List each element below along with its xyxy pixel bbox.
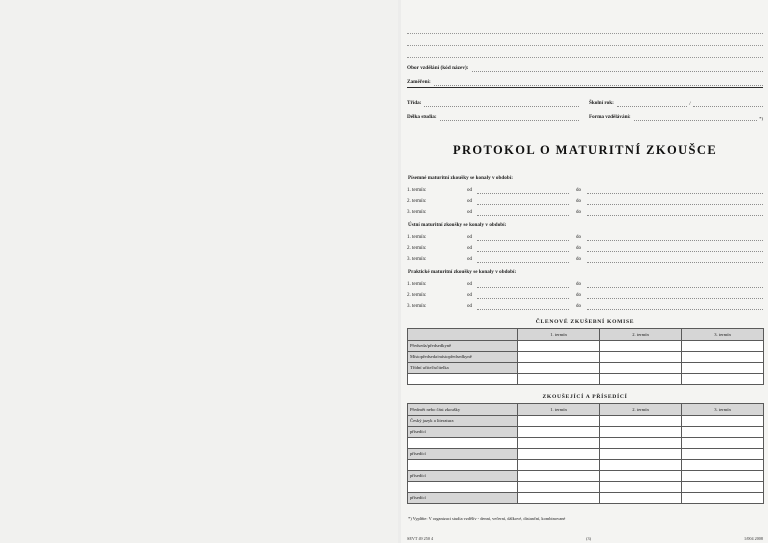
footnote-text: *) Vyplňte: V organizaci studia vzdělív - denní, večerní, dálkové, distanční, kombinované [408, 516, 566, 521]
field-label: Třída: [407, 100, 422, 106]
table-row [408, 460, 764, 471]
row-label: Třídní učitel/učitelka [408, 363, 518, 374]
term-row[interactable] [407, 231, 763, 241]
field-label: Obor vzdělání (kód název): [407, 65, 469, 71]
cell-term2[interactable] [600, 341, 682, 352]
cell-term2[interactable] [600, 374, 682, 385]
section-prakticke [407, 269, 763, 310]
section-heading: Písemné maturitní zkoušky se konaly v období: [408, 175, 513, 181]
term-label: 3. termín: [407, 304, 427, 309]
term-row[interactable] [407, 206, 763, 216]
dotted-fill [693, 99, 763, 107]
section-heading: Praktické maturitní zkoušky se konaly v období: [408, 269, 517, 275]
row-label: přísedící [408, 493, 518, 504]
dotted-fill [587, 292, 763, 299]
term-row[interactable] [407, 278, 763, 288]
table-header-row [408, 404, 764, 416]
cell-term2[interactable] [600, 427, 682, 438]
from-label: od [467, 282, 472, 287]
to-label: do [576, 304, 581, 309]
footer-page-number: (3) [586, 536, 592, 541]
cell-term2[interactable] [600, 438, 682, 449]
footer-edition: 1/004 2008 [744, 536, 763, 541]
to-label: do [576, 282, 581, 287]
dotted-fill [587, 209, 763, 216]
field-label: Forma vzdělávání: [589, 114, 631, 120]
cell-term1[interactable] [518, 460, 600, 471]
field-label: Školní rok: [589, 100, 614, 106]
section-ustni [407, 222, 763, 263]
from-label: od [467, 257, 472, 262]
row-label[interactable] [408, 438, 518, 449]
field-zamereni[interactable] [407, 72, 763, 86]
cell-term2[interactable] [600, 493, 682, 504]
cell-term2[interactable] [600, 471, 682, 482]
row-label: Předseda/předsedkyně [408, 341, 518, 352]
cell-term2[interactable] [600, 460, 682, 471]
cell-term3[interactable] [682, 374, 764, 385]
cell-term3[interactable] [682, 449, 764, 460]
term-label: 3. termín: [407, 210, 427, 215]
term-label: 1. termín: [407, 282, 427, 287]
dotted-fill [477, 187, 569, 194]
table-row [408, 482, 764, 493]
col-header-subject [408, 329, 518, 341]
cell-term3[interactable] [682, 482, 764, 493]
header-blank-line[interactable] [407, 22, 763, 34]
cell-term2[interactable] [600, 449, 682, 460]
term-row[interactable] [407, 242, 763, 252]
term-row[interactable] [407, 300, 763, 310]
dotted-fill [587, 256, 763, 263]
page-title: PROTOKOL O MATURITNÍ ZKOUŠCE [452, 143, 718, 157]
cell-term3[interactable] [682, 471, 764, 482]
row-label[interactable] [408, 374, 518, 385]
header-divider [407, 87, 763, 88]
field-trida[interactable] [407, 99, 579, 107]
cell-term3[interactable] [682, 493, 764, 504]
col-header-term1: 1. termín [518, 329, 600, 341]
dotted-fill [424, 99, 579, 107]
row-label[interactable] [408, 482, 518, 493]
table-row [408, 438, 764, 449]
cell-term3[interactable] [682, 352, 764, 363]
from-label: od [467, 188, 472, 193]
from-label: od [467, 304, 472, 309]
dotted-fill [617, 99, 687, 107]
field-delka-studia[interactable] [407, 113, 579, 121]
dotted-fill [587, 234, 763, 241]
row-label[interactable] [408, 460, 518, 471]
dotted-fill [407, 38, 763, 46]
to-label: do [576, 210, 581, 215]
col-header-term2: 2. termín [600, 404, 682, 416]
section-pisemne [407, 175, 763, 216]
dotted-fill [587, 198, 763, 205]
dotted-fill [587, 281, 763, 288]
form-sheet [401, 0, 768, 543]
term-label: 2. termín: [407, 293, 427, 298]
row-label: Český jazyk a literatura [408, 416, 518, 427]
cell-term2[interactable] [600, 482, 682, 493]
table-row [408, 352, 764, 363]
section-heading: Ústní maturitní zkoušky se konaly v období: [408, 222, 507, 228]
dotted-fill [634, 113, 758, 121]
col-header-term3: 3. termín [682, 404, 764, 416]
field-obor-vzdelani[interactable] [407, 58, 763, 72]
row-label: přísedící [408, 427, 518, 438]
commission-table [407, 328, 764, 385]
from-label: od [467, 199, 472, 204]
dotted-fill [587, 187, 763, 194]
table-row [408, 427, 764, 438]
term-label: 1. termín: [407, 235, 427, 240]
term-label: 2. termín: [407, 246, 427, 251]
table-row [408, 471, 764, 482]
row-trida-skolni-rok [407, 93, 763, 107]
dotted-fill [407, 50, 763, 58]
cell-term3[interactable] [682, 363, 764, 374]
dotted-fill [434, 78, 763, 86]
col-header-term3: 3. termín [682, 329, 764, 341]
dotted-fill [587, 245, 763, 252]
form-content [407, 22, 763, 541]
field-label: Délka studia: [407, 114, 437, 120]
field-label: Zaměření: [407, 79, 431, 85]
cell-term2[interactable] [600, 352, 682, 363]
field-skolni-rok[interactable] [579, 99, 763, 107]
footnote-marker: *) [759, 116, 763, 121]
table-row [408, 374, 764, 385]
to-label: do [576, 293, 581, 298]
term-row[interactable] [407, 184, 763, 194]
from-label: od [467, 246, 472, 251]
cell-term3[interactable] [682, 460, 764, 471]
header-blank-lines [407, 22, 763, 58]
page-footer [407, 536, 763, 541]
dotted-fill [440, 113, 579, 121]
table-row [408, 449, 764, 460]
row-label: přísedící [408, 471, 518, 482]
dotted-fill [407, 26, 763, 34]
term-row[interactable] [407, 289, 763, 299]
cell-term1[interactable] [518, 416, 600, 427]
footer-form-code: SEVT 49 250 4 [407, 536, 434, 541]
term-label: 1. termín: [407, 188, 427, 193]
dotted-fill [477, 209, 569, 216]
cell-term1[interactable] [518, 482, 600, 493]
header-blank-line[interactable] [407, 46, 763, 58]
row-label: přísedící [408, 449, 518, 460]
table-header-row [408, 329, 764, 341]
field-forma-vzdelavani[interactable] [579, 113, 763, 121]
row-delka-forma [407, 107, 763, 121]
row-label: Místopředseda/místopředsedkyně [408, 352, 518, 363]
examiners-table [407, 403, 764, 504]
dotted-fill [472, 64, 763, 72]
dotted-fill [477, 281, 569, 288]
dotted-fill [477, 292, 569, 299]
cell-term1[interactable] [518, 449, 600, 460]
dotted-fill [587, 303, 763, 310]
cell-term1[interactable] [518, 427, 600, 438]
cell-term2[interactable] [600, 416, 682, 427]
from-label: od [467, 235, 472, 240]
from-label: od [467, 210, 472, 215]
dotted-fill [477, 256, 569, 263]
cell-term1[interactable] [518, 352, 600, 363]
examiners-table-title: ZKOUŠEJÍCÍ A PŘÍSEDÍCÍ [542, 394, 628, 400]
dotted-fill [477, 198, 569, 205]
cell-term1[interactable] [518, 341, 600, 352]
to-label: do [576, 246, 581, 251]
cell-term3[interactable] [682, 427, 764, 438]
table-row [408, 416, 764, 427]
from-label: od [467, 293, 472, 298]
to-label: do [576, 188, 581, 193]
table-row [408, 493, 764, 504]
cell-term1[interactable] [518, 471, 600, 482]
cell-term1[interactable] [518, 363, 600, 374]
dotted-fill [477, 234, 569, 241]
dotted-fill [477, 303, 569, 310]
term-label: 2. termín: [407, 199, 427, 204]
to-label: do [576, 199, 581, 204]
to-label: do [576, 235, 581, 240]
cell-term3[interactable] [682, 416, 764, 427]
cell-term1[interactable] [518, 374, 600, 385]
term-row[interactable] [407, 253, 763, 263]
year-separator: / [689, 101, 691, 107]
col-header-term1: 1. termín [518, 404, 600, 416]
term-row[interactable] [407, 195, 763, 205]
to-label: do [576, 257, 581, 262]
table-row [408, 363, 764, 374]
commission-table-title: ČLENOVÉ ZKUŠEBNÍ KOMISE [535, 319, 635, 325]
dotted-fill [477, 245, 569, 252]
col-header-term2: 2. termín [600, 329, 682, 341]
col-header-subject: Předmět nebo část zkoušky [408, 404, 518, 416]
cell-term3[interactable] [682, 438, 764, 449]
cell-term2[interactable] [600, 363, 682, 374]
term-label: 3. termín: [407, 257, 427, 262]
table-row [408, 341, 764, 352]
cell-term1[interactable] [518, 438, 600, 449]
cell-term1[interactable] [518, 493, 600, 504]
header-blank-line[interactable] [407, 34, 763, 46]
cell-term3[interactable] [682, 341, 764, 352]
